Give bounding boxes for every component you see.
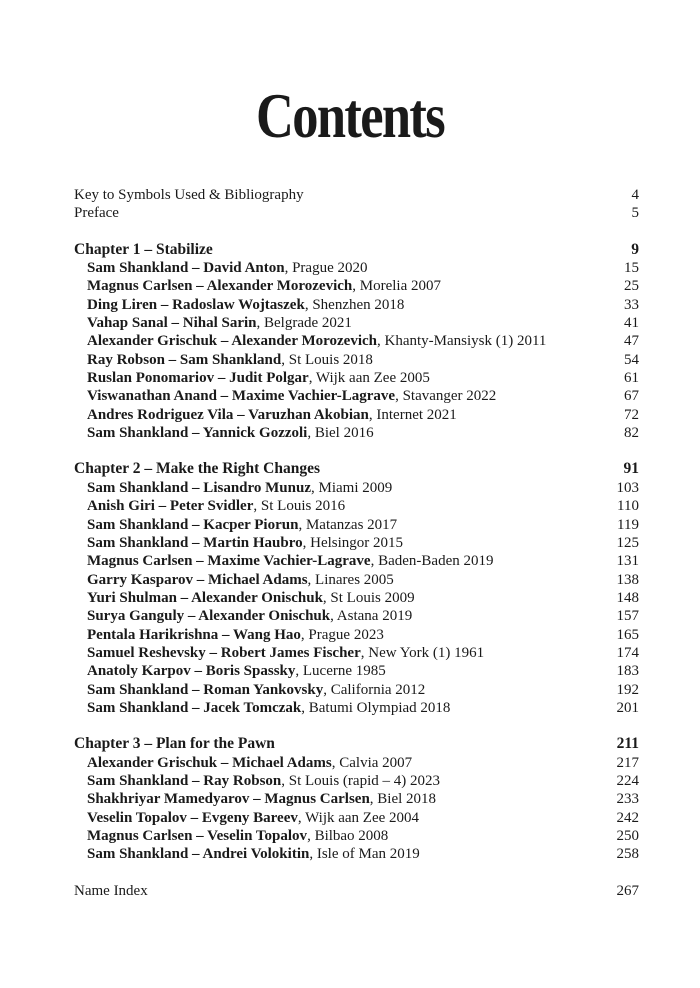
spacer	[74, 442, 639, 460]
table-of-contents	[74, 186, 639, 900]
page-number: 110	[617, 498, 639, 515]
game-label	[74, 644, 484, 662]
game-label	[74, 296, 404, 314]
game-players: Sam Shankland – David Anton	[87, 260, 285, 277]
game-entry	[74, 699, 639, 717]
game-players: Alexander Grischuk – Alexander Morozevich	[87, 333, 377, 350]
page-number: 41	[624, 315, 639, 332]
game-event: , Calvia 2007	[331, 754, 413, 771]
game-entry	[74, 662, 639, 680]
page-number: 242	[616, 809, 639, 826]
page-number: 258	[616, 846, 639, 863]
page-number: 217	[616, 754, 639, 771]
game-players: Sam Shankland – Ray Robson	[87, 772, 282, 789]
game-event: , Khanty-Mansiysk (1) 2011	[377, 333, 547, 350]
game-label	[74, 809, 419, 827]
game-players: Surya Ganguly – Alexander Onischuk	[87, 608, 331, 625]
game-event: , Prague 2023	[300, 626, 384, 643]
game-players: Shakhriyar Mamedyarov – Magnus Carlsen	[87, 791, 370, 808]
game-event: , Isle of Man 2019	[309, 846, 420, 863]
game-players: Sam Shankland – Martin Haubro	[87, 534, 303, 551]
toc-entry-label: Key to Symbols Used & Bibliography	[74, 187, 304, 203]
game-entry	[74, 681, 639, 699]
game-players: Andres Rodriguez Vila – Varuzhan Akobian	[87, 406, 369, 423]
game-players: Sam Shankland – Andrei Volokitin	[87, 846, 310, 863]
game-players: Alexander Grischuk – Michael Adams	[87, 754, 332, 771]
game-players: Sam Shankland – Kacper Piorun	[87, 516, 299, 533]
game-players: Yuri Shulman – Alexander Onischuk	[87, 589, 323, 606]
game-entry	[74, 772, 639, 790]
game-entry	[74, 552, 639, 570]
page-number: 25	[624, 278, 639, 295]
game-entry	[74, 516, 639, 534]
chapter-title: Chapter 1 – Stabilize	[74, 240, 213, 258]
game-event: , Biel 2018	[369, 791, 437, 808]
game-event: , St Louis 2009	[322, 589, 415, 606]
page-number: 125	[616, 534, 639, 551]
game-event: , Batumi Olympiad 2018	[301, 699, 451, 716]
page-number: 9	[631, 240, 639, 258]
game-players: Garry Kasparov – Michael Adams	[87, 571, 308, 588]
game-entry	[74, 534, 639, 552]
chapter-title: Chapter 3 – Plan for the Pawn	[74, 735, 275, 753]
page-number: 82	[624, 425, 639, 442]
page-number: 54	[624, 351, 639, 368]
page-number: 119	[617, 516, 639, 533]
page-number: 250	[616, 828, 639, 844]
game-label	[74, 351, 373, 369]
game-players: Sam Shankland – Jacek Tomczak	[87, 699, 302, 716]
game-entry	[74, 790, 639, 808]
game-label	[74, 369, 430, 387]
toc-entry-label: Name Index	[74, 882, 148, 899]
game-entry	[74, 626, 639, 644]
game-players: Magnus Carlsen – Alexander Morozevich	[87, 278, 353, 295]
page-number: 138	[616, 571, 639, 588]
game-event: , New York (1) 1961	[360, 644, 485, 661]
game-event: , St Louis 2018	[281, 351, 373, 368]
game-players: Veselin Topalov – Evgeny Bareev	[87, 809, 298, 826]
page-number: 224	[616, 772, 639, 789]
game-label	[74, 424, 374, 442]
game-label	[74, 589, 415, 607]
game-label	[74, 387, 496, 405]
game-event: , Miami 2009	[310, 479, 393, 496]
game-entry	[74, 571, 639, 589]
game-label	[74, 772, 440, 790]
page-number: 183	[616, 663, 639, 680]
game-players: Magnus Carlsen – Veselin Topalov	[87, 828, 308, 844]
game-entry	[74, 424, 639, 442]
game-entry	[74, 809, 639, 827]
game-label	[74, 754, 412, 772]
game-entry	[74, 644, 639, 662]
page-title: Contents	[255, 80, 445, 151]
game-event: , Shenzhen 2018	[304, 296, 405, 313]
game-event: , Stavanger 2022	[395, 388, 497, 405]
game-entry	[74, 754, 639, 772]
page-number: 157	[616, 608, 639, 625]
chapter-heading	[74, 460, 639, 478]
game-label	[74, 406, 457, 424]
game-players: Viswanathan Anand – Maxime Vachier-Lagrave	[87, 388, 396, 405]
page-number: 103	[616, 479, 639, 496]
game-label	[74, 571, 394, 589]
page-number: 233	[616, 791, 639, 808]
page-number: 47	[624, 333, 639, 350]
page-number: 91	[623, 460, 639, 478]
page-number: 61	[624, 370, 639, 387]
game-entry	[74, 387, 639, 405]
game-event: , Wijk aan Zee 2005	[308, 370, 430, 387]
game-entry	[74, 259, 639, 277]
game-label	[74, 277, 441, 295]
game-event: , Morelia 2007	[352, 278, 441, 295]
game-event: , Wijk aan Zee 2004	[297, 809, 420, 826]
game-event: , Belgrade 2021	[256, 315, 352, 332]
game-label	[74, 790, 436, 808]
page-number: 67	[624, 388, 639, 405]
game-label	[74, 259, 368, 277]
page-number: 33	[624, 296, 639, 313]
game-label	[74, 626, 384, 644]
game-label	[74, 662, 386, 680]
game-entry	[74, 589, 639, 607]
game-players: Anatoly Karpov – Boris Spassky	[87, 663, 296, 680]
game-event: , Baden-Baden 2019	[370, 553, 494, 570]
game-entry	[74, 332, 639, 350]
game-players: Sam Shankland – Roman Yankovsky	[87, 681, 324, 698]
spacer	[74, 864, 639, 882]
game-event: , Lucerne 1985	[295, 663, 386, 680]
page-number: 4	[631, 187, 639, 203]
game-players: Pentala Harikrishna – Wang Hao	[87, 626, 301, 643]
game-event: , Matanzas 2017	[298, 516, 398, 533]
game-entry	[74, 827, 639, 845]
game-event: , St Louis 2016	[253, 498, 346, 515]
game-label	[74, 681, 425, 699]
game-players: Anish Giri – Peter Svidler	[87, 498, 254, 515]
game-label	[74, 552, 493, 570]
game-entry	[74, 845, 639, 863]
game-label	[74, 607, 412, 625]
game-players: Ray Robson – Sam Shankland	[87, 351, 282, 368]
game-entry	[74, 497, 639, 515]
page-number: 131	[616, 553, 639, 570]
game-players: Sam Shankland – Lisandro Munuz	[87, 479, 311, 496]
game-event: , Helsingor 2015	[302, 534, 404, 551]
game-players: Ruslan Ponomariov – Judit Polgar	[87, 370, 309, 387]
game-label	[74, 332, 546, 350]
page-number: 211	[616, 735, 639, 753]
game-label	[74, 845, 420, 863]
game-label	[74, 699, 450, 717]
game-players: Samuel Reshevsky – Robert James Fischer	[87, 644, 361, 661]
game-event: , Linares 2005	[307, 571, 394, 588]
page-number: 192	[616, 681, 639, 698]
game-label	[74, 827, 388, 845]
chapter-heading	[74, 241, 639, 259]
page-number: 267	[616, 882, 639, 899]
page-number: 5	[631, 205, 639, 222]
page-number: 15	[624, 260, 639, 277]
chapter-heading	[74, 735, 639, 753]
game-event: , Bilbao 2008	[307, 828, 389, 844]
game-entry	[74, 369, 639, 387]
game-players: Vahap Sanal – Nihal Sarin	[87, 315, 257, 332]
game-event: , St Louis (rapid – 4) 2023	[281, 772, 440, 789]
game-entry	[74, 479, 639, 497]
game-label	[74, 314, 352, 332]
front-matter-row	[74, 186, 639, 204]
spacer	[74, 223, 639, 241]
page-number: 201	[616, 699, 639, 716]
game-entry	[74, 314, 639, 332]
page-number: 148	[616, 589, 639, 606]
game-label	[74, 534, 403, 552]
game-event: , Astana 2019	[330, 608, 413, 625]
game-entry	[74, 296, 639, 314]
page-number: 174	[616, 644, 639, 661]
chapter-title: Chapter 2 – Make the Right Changes	[74, 460, 320, 478]
back-matter-row	[74, 882, 639, 900]
game-entry	[74, 351, 639, 369]
page-number: 72	[624, 406, 639, 423]
game-event: , California 2012	[323, 681, 426, 698]
game-entry	[74, 277, 639, 295]
game-label	[74, 479, 392, 497]
spacer	[74, 717, 639, 735]
toc-entry-label: Preface	[74, 205, 119, 222]
front-matter-row	[74, 204, 639, 222]
game-players: Magnus Carlsen – Maxime Vachier-Lagrave	[87, 553, 371, 570]
game-label	[74, 497, 345, 515]
game-event: , Biel 2016	[307, 425, 374, 442]
game-entry	[74, 607, 639, 625]
game-event: , Prague 2020	[284, 260, 368, 277]
game-label	[74, 516, 397, 534]
game-event: , Internet 2021	[368, 406, 457, 423]
game-players: Sam Shankland – Yannick Gozzoli	[87, 425, 308, 442]
page-number: 165	[616, 626, 639, 643]
game-entry	[74, 406, 639, 424]
game-players: Ding Liren – Radoslaw Wojtaszek	[87, 296, 305, 313]
